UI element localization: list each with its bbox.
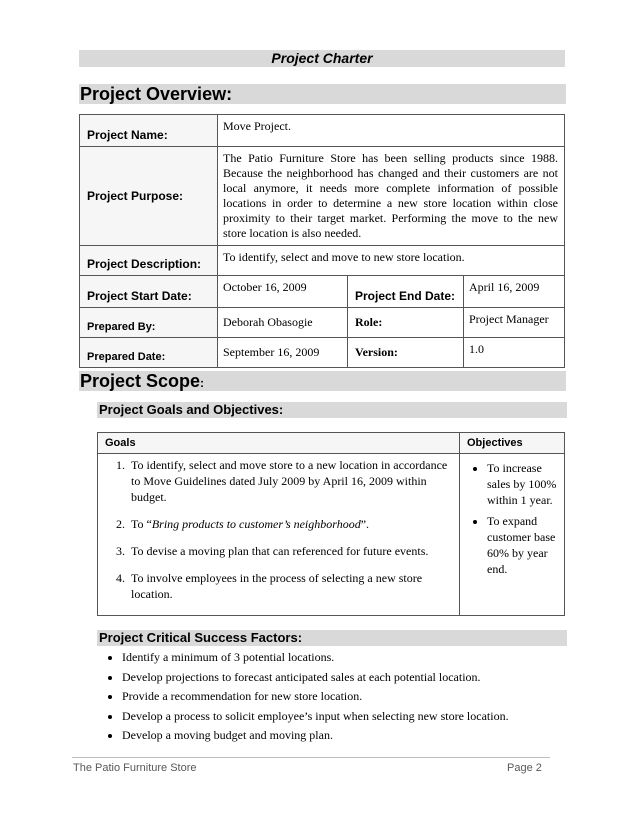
objectives-cell: [460, 454, 565, 616]
objectives-column-header: Objectives: [460, 433, 565, 454]
goal-item: 2. To “Bring products to customer’s neighborhood”.: [128, 516, 459, 532]
footer-divider: [72, 757, 550, 758]
list-item: • Develop projections to forecast anticipated sales at each potential location.: [122, 668, 509, 688]
goal-item: 3. To devise a moving plan that can referenced for future events.: [128, 543, 459, 559]
scope-heading-colon: :: [200, 376, 205, 390]
document-title: Project Charter: [79, 50, 565, 67]
scope-heading: [79, 371, 566, 391]
role-label: Role:: [348, 308, 464, 338]
project-purpose-value: The Patio Furniture Store has been selling products since 1988. Because the neighborhood has changed and their customers are not local anymore, it needs more complete information of possible locations in order to determine a new store location within close proximity to their target market. Performing the move to the new store location is also needed.: [218, 147, 565, 246]
start-date-value: October 16, 2009: [218, 276, 348, 308]
goals-cell: [98, 454, 460, 616]
overview-table: [79, 114, 565, 368]
prepared-by-label: Prepared By:: [80, 308, 218, 338]
version-value: 1.0: [464, 338, 565, 368]
end-date-label: Project End Date:: [348, 276, 464, 308]
project-description-label: Project Description:: [80, 246, 218, 276]
role-value: Project Manager: [464, 308, 565, 338]
project-name-label: Project Name:: [80, 115, 218, 147]
footer-page-number: Page 2: [507, 762, 542, 774]
list-item: • Develop a process to solicit employee’s input when selecting new store location.: [122, 707, 509, 727]
overview-heading: Project Overview:: [79, 84, 566, 104]
list-item: • Provide a recommendation for new store location.: [122, 687, 509, 707]
prepared-date-label: Prepared Date:: [80, 338, 218, 368]
end-date-value: April 16, 2009: [464, 276, 565, 308]
prepared-date-value: September 16, 2009: [218, 338, 348, 368]
prepared-by-value: Deborah Obasogie: [218, 308, 348, 338]
goal-item: 1. To identify, select and move store to a new location in accordance to Move Guidelines dated July 2009 by April 16, 2009 within budget.: [128, 457, 459, 505]
objective-item: • To increase sales by 100% within 1 year.: [487, 460, 564, 508]
goals-table: [97, 432, 565, 616]
objective-item: • To expand customer base 60% by year end.: [487, 513, 564, 577]
goal-item: 4. To involve employees in the process of selecting a new store location.: [128, 570, 459, 602]
start-date-label: Project Start Date:: [80, 276, 218, 308]
footer-company: The Patio Furniture Store: [73, 762, 197, 774]
goals-column-header: Goals: [98, 433, 460, 454]
list-item: • Identify a minimum of 3 potential locations.: [122, 648, 509, 668]
goals-objectives-heading: Project Goals and Objectives:: [97, 402, 567, 418]
project-name-value: Move Project.: [218, 115, 565, 147]
project-purpose-label: Project Purpose:: [80, 147, 218, 246]
list-item: • Develop a moving budget and moving plan.: [122, 726, 509, 746]
critical-success-factors-list: [104, 648, 509, 746]
scope-heading-text: Project Scope: [80, 371, 201, 391]
critical-success-factors-heading: Project Critical Success Factors:: [97, 630, 567, 646]
project-description-value: To identify, select and move to new store location.: [218, 246, 565, 276]
version-label: Version:: [348, 338, 464, 368]
